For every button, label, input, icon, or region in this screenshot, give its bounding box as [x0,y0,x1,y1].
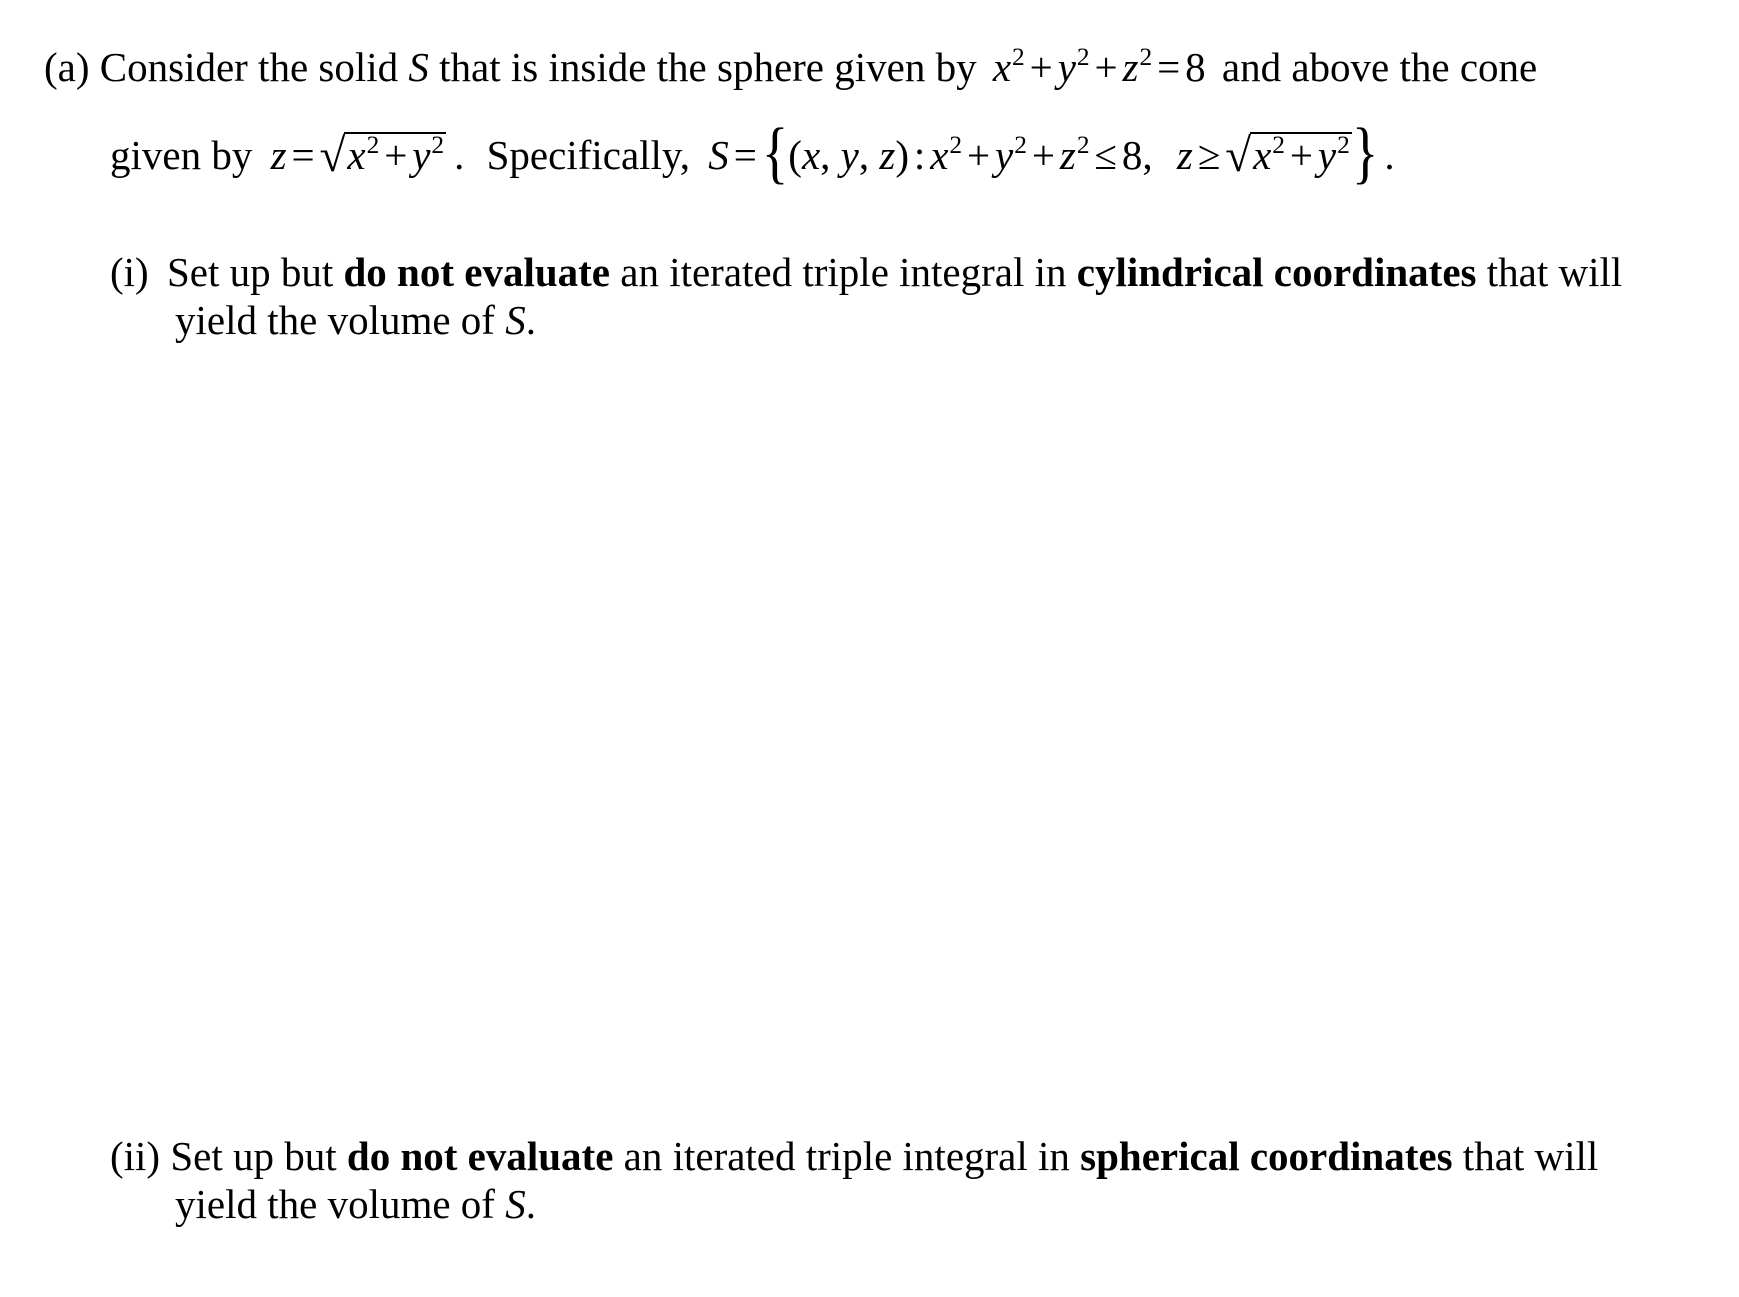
part-ii-line-1: (ii) Set up but do not evaluate an iterated triple integral in spherical coordinates that will [110,1133,1599,1179]
sqrt-symbol: $√x^2 + y^2$ [319,129,445,182]
part-ii-line-2: yield the volume of S. [175,1181,536,1227]
part-a-text-end: and above the cone [1221,44,1538,90]
set-definition: S ={(x, y, z) : $x^2 + y^2 + z^2 \le 8$, $z \ge √x^2 + y^2$} . [708,114,1395,191]
part-i-line-2: yield the volume of S. [175,297,536,343]
cone-equation: $z = √x^2 + y^2$ . [271,132,475,178]
part-ii-label: (ii) [110,1133,161,1179]
part-i-line-1: (i) Set up but do not evaluate an iterated triple integral in cylindrical coordinates that will [110,249,1623,295]
part-i-label: (i) [110,249,149,295]
sqrt-symbol: $√x^2 + y^2$ [1225,129,1350,182]
part-a-label: (a) [44,44,90,90]
part-a-line-1 [44,43,1537,92]
sphere-equation: $x^2 + y^2 + z^2 = 8$ [992,43,1206,90]
part-a-line-2: given by $z = √x^2 + y^2$ . Specifically, S ={(x, y, z) : $x^2 + y^2 + z^2 \le 8$, $z \ge √x^2 + y^2$} . [110,114,1395,191]
part-a-text: Consider the solid S that is inside the sphere given by [99,44,977,90]
